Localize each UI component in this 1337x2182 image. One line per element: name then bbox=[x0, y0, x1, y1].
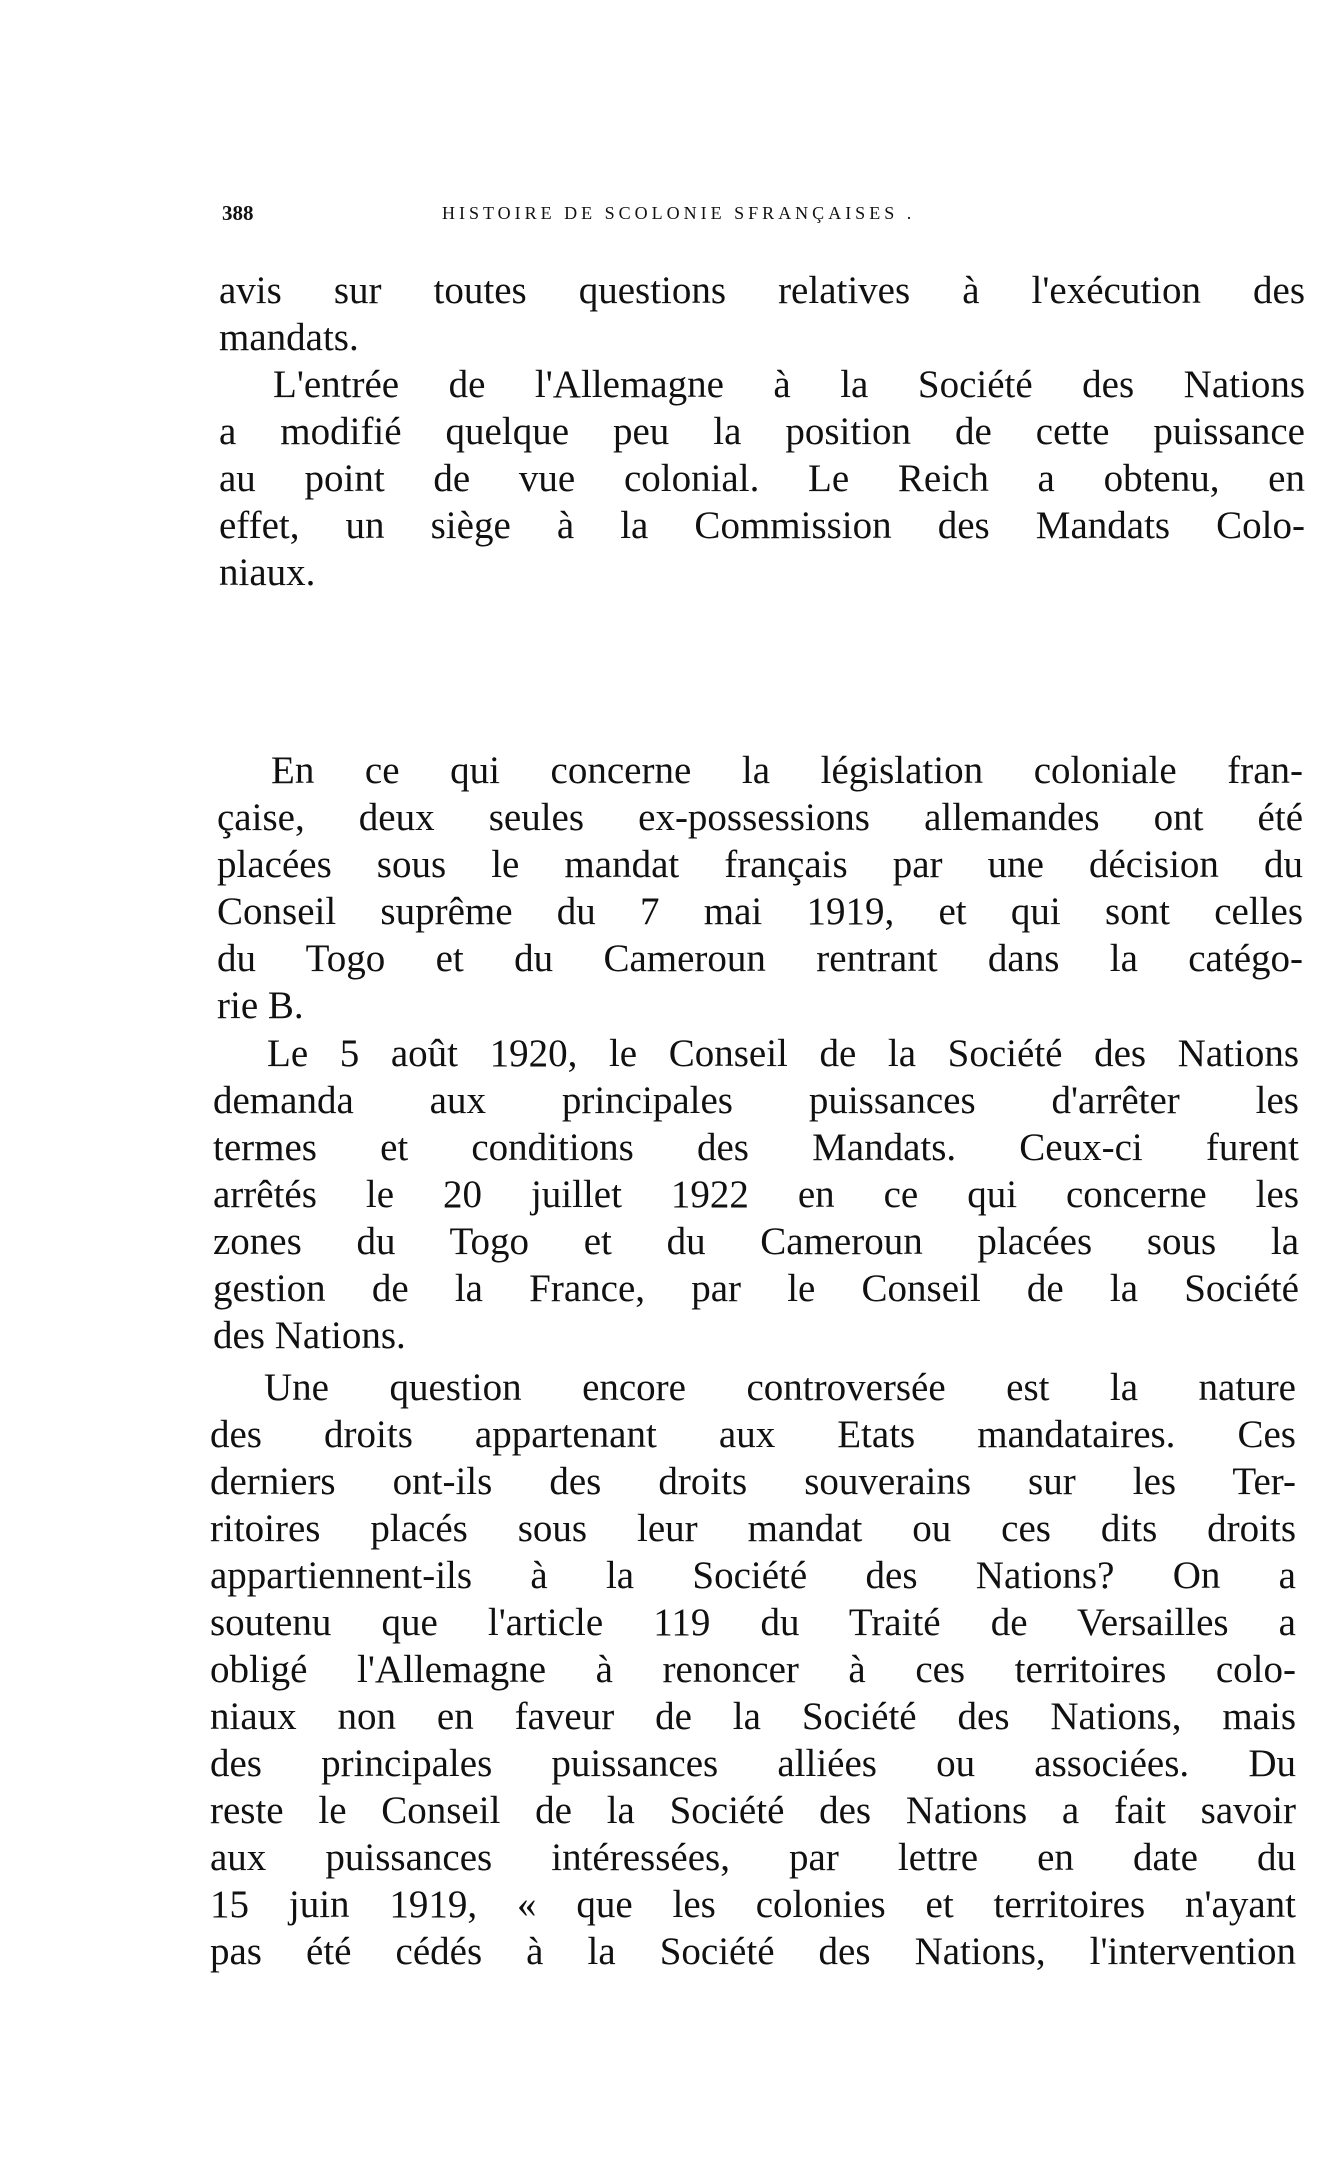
paragraph-question bbox=[210, 1364, 1296, 1975]
running-header bbox=[222, 198, 1102, 228]
text-line: Le 5 août 1920, le Conseil de la Société des Nations bbox=[267, 1032, 1299, 1075]
text-line: au point de vue colonial. Le Reich a obtenu, en bbox=[219, 457, 1305, 500]
text-line: obligé l'Allemagne à renoncer à ces territoires colo- bbox=[210, 1648, 1296, 1691]
paragraph-legislation bbox=[217, 747, 1303, 1029]
paragraph-conseil bbox=[213, 1030, 1299, 1359]
text-line: aux puissances intéressées, par lettre en date du bbox=[210, 1836, 1296, 1879]
text-line: En ce qui concerne la législation coloniale fran- bbox=[271, 749, 1303, 792]
paragraph-continuation bbox=[219, 267, 1305, 361]
text-line: effet, un siège à la Commission des Mandats Colo- bbox=[219, 504, 1305, 547]
text-line: avis sur toutes questions relatives à l'exécution des bbox=[219, 269, 1305, 312]
text-line: pas été cédés à la Société des Nations, l'intervention bbox=[210, 1930, 1296, 1973]
text-line: niaux non en faveur de la Société des Nations, mais bbox=[210, 1695, 1296, 1738]
text-line: Conseil suprême du 7 mai 1919, et qui sont celles bbox=[217, 890, 1303, 933]
text-line: du Togo et du Cameroun rentrant dans la catégo- bbox=[217, 937, 1303, 980]
text-line: demanda aux principales puissances d'arrêter les bbox=[213, 1079, 1299, 1122]
text-line: L'entrée de l'Allemagne à la Société des Nations bbox=[273, 363, 1305, 406]
text-line: des Nations. bbox=[213, 1314, 406, 1357]
text-line: arrêtés le 20 juillet 1922 en ce qui concerne les bbox=[213, 1173, 1299, 1216]
text-line: a modifié quelque peu la position de cette puissance bbox=[219, 410, 1305, 453]
text-line: appartiennent-ils à la Société des Nations? On a bbox=[210, 1554, 1296, 1597]
text-line: mandats. bbox=[219, 316, 359, 359]
paragraph-allemagne bbox=[219, 361, 1305, 596]
text-line: çaise, deux seules ex-possessions allemandes ont été bbox=[217, 796, 1303, 839]
text-line: ritoires placés sous leur mandat ou ces dits droits bbox=[210, 1507, 1296, 1550]
text-line: des principales puissances alliées ou associées. Du bbox=[210, 1742, 1296, 1785]
text-line: des droits appartenant aux Etats mandataires. Ces bbox=[210, 1413, 1296, 1456]
text-line: gestion de la France, par le Conseil de la Société bbox=[213, 1267, 1299, 1310]
text-line: reste le Conseil de la Société des Nations a fait savoir bbox=[210, 1789, 1296, 1832]
text-line: soutenu que l'article 119 du Traité de Versailles a bbox=[210, 1601, 1296, 1644]
text-block-question bbox=[210, 1364, 1296, 1975]
running-title: HISTOIRE DE SCOLONIE SFRANÇAISES . bbox=[442, 203, 916, 223]
text-line: derniers ont-ils des droits souverains sur les Ter- bbox=[210, 1460, 1296, 1503]
text-line: termes et conditions des Mandats. Ceux-ci furent bbox=[213, 1126, 1299, 1169]
text-line: Une question encore controversée est la nature bbox=[264, 1366, 1296, 1409]
text-line: rie B. bbox=[217, 984, 304, 1027]
text-line: 15 juin 1919, « que les colonies et territoires n'ayant bbox=[210, 1883, 1296, 1926]
text-block-top bbox=[219, 267, 1305, 596]
text-line: zones du Togo et du Cameroun placées sous la bbox=[213, 1220, 1299, 1263]
text-line: niaux. bbox=[219, 551, 316, 594]
text-line: placées sous le mandat français par une décision du bbox=[217, 843, 1303, 886]
text-block-legislation bbox=[217, 747, 1303, 1029]
text-block-conseil bbox=[213, 1030, 1299, 1359]
page-number: 388 bbox=[222, 201, 254, 225]
